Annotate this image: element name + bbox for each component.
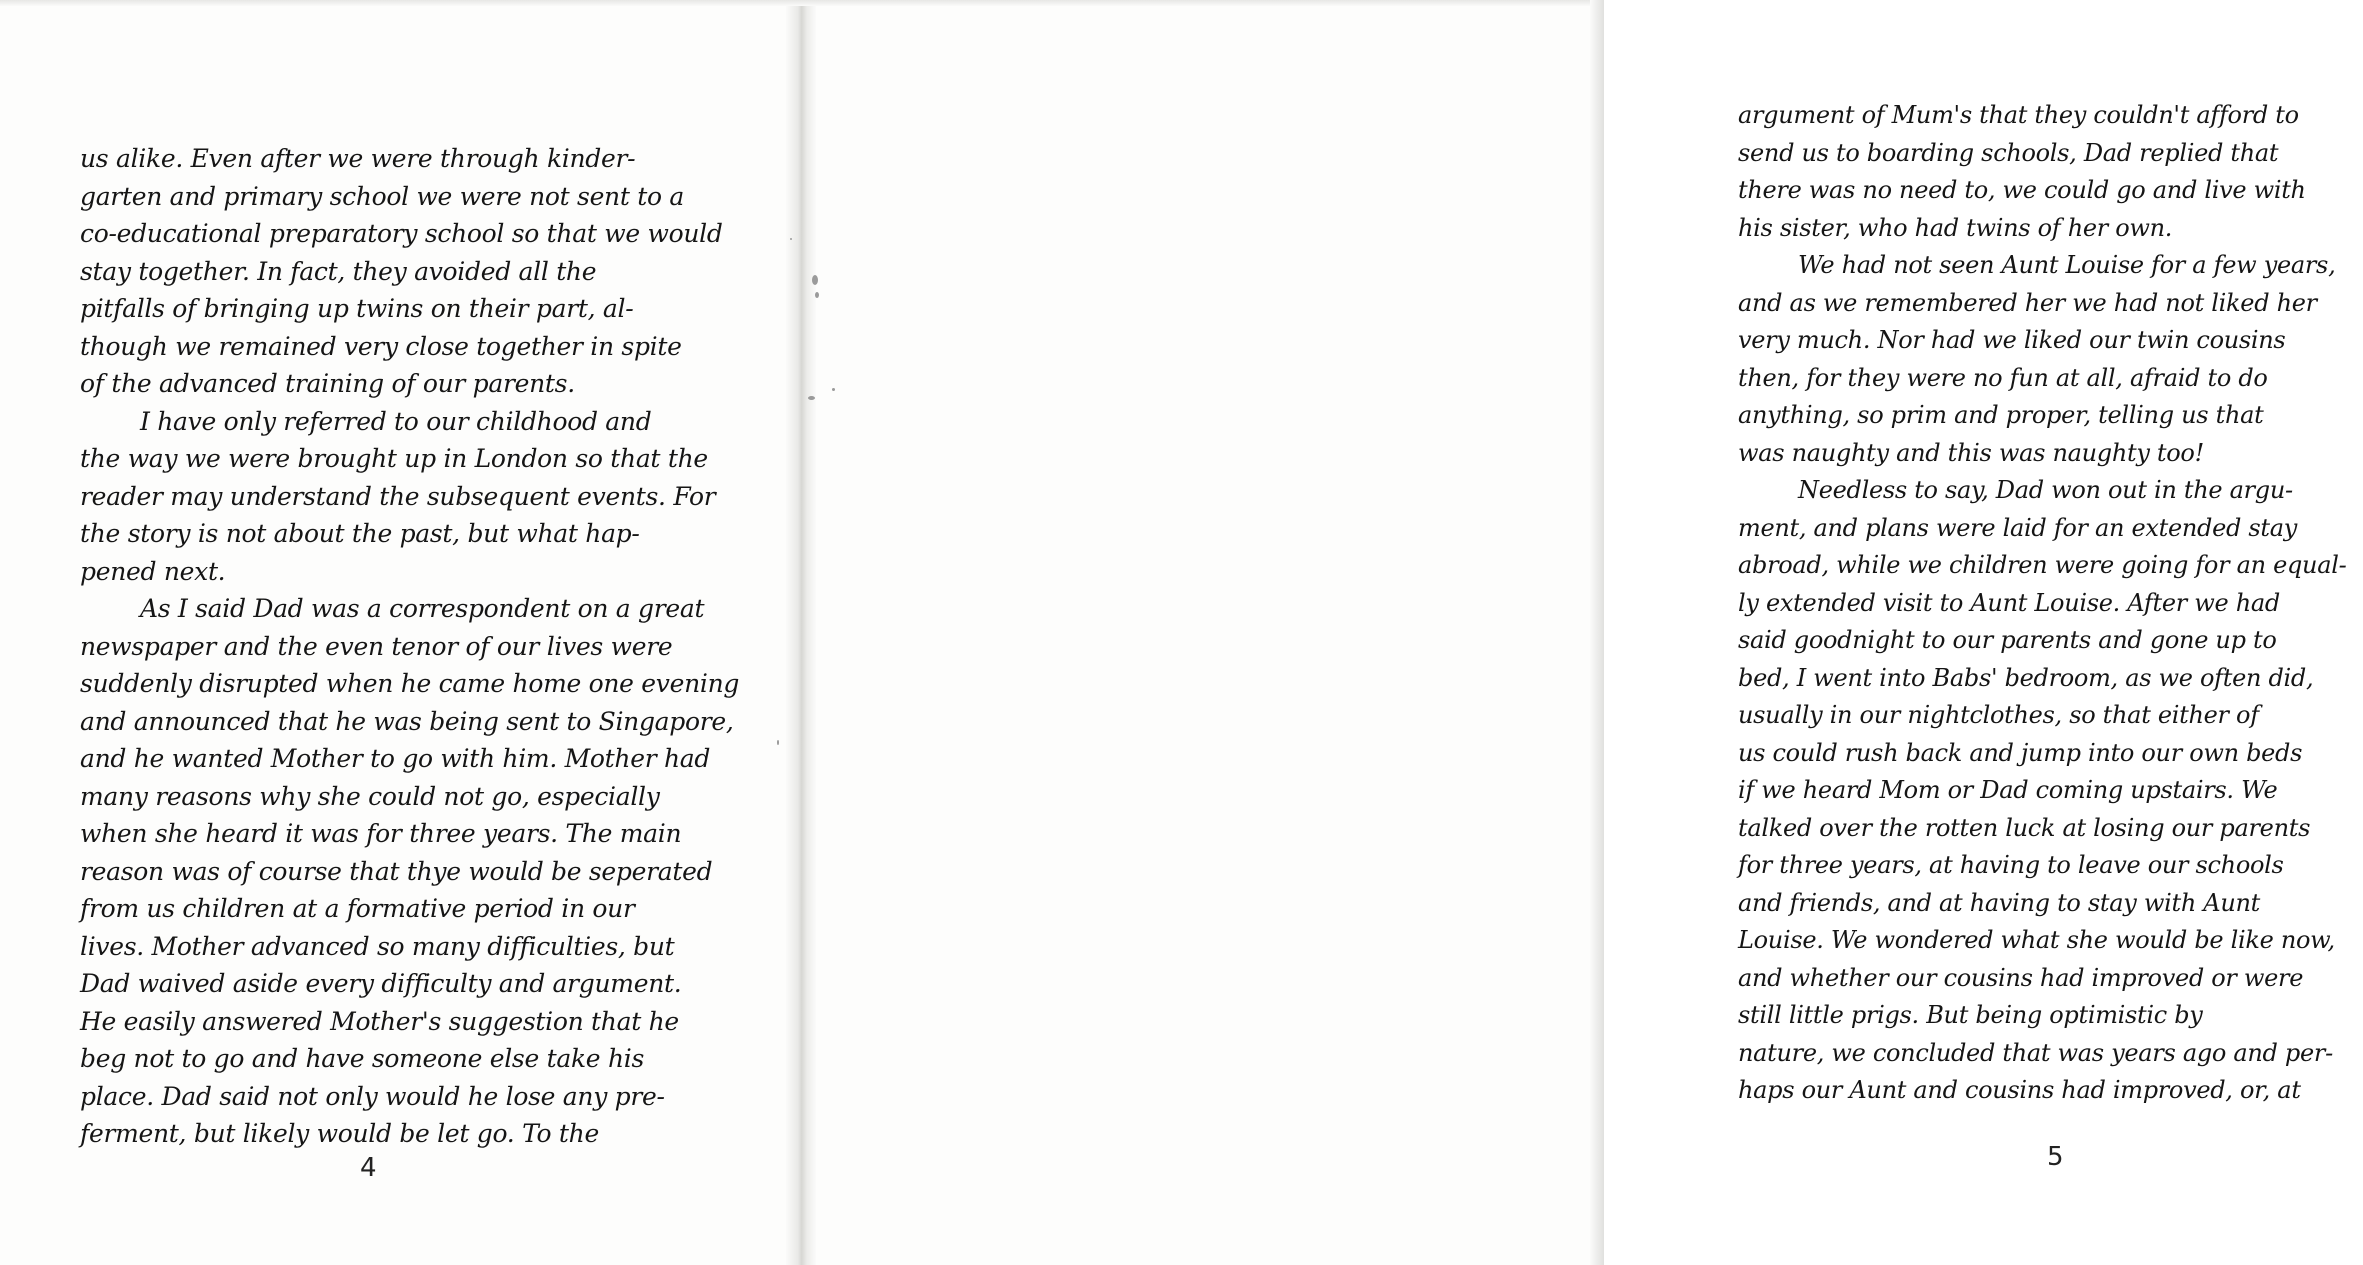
text-line: Louise. We wondered what she would be like now, (1738, 926, 2335, 954)
scan-speck (812, 275, 818, 285)
text-line: and he wanted Mother to go with him. Mother had (80, 744, 711, 773)
book-gutter (786, 0, 816, 1265)
text-line: co-educational preparatory school so that we would (80, 219, 723, 248)
text-line: stay together. In fact, they avoided all the (80, 256, 597, 286)
text-line: He easily answered Mother's suggestion that he (80, 1006, 679, 1036)
text-line: still little prigs. But being optimistic by (1738, 1001, 2203, 1029)
text-line: lives. Mother advanced so many difficulties, but (80, 931, 675, 961)
right-page (800, 0, 2347, 1265)
text-line: for three years, at having to leave our schools (1738, 851, 2284, 879)
left-page-number: 4 (360, 1153, 377, 1183)
text-line: nature, we concluded that was years ago and per- (1738, 1038, 2333, 1067)
text-line: and announced that he was being sent to Singapore, (80, 706, 734, 736)
text-line: Dad waived aside every difficulty and argument. (80, 969, 682, 998)
text-line: when she heard it was for three years. The main (80, 819, 682, 848)
text-line: pened next. (80, 556, 226, 586)
scan-speck (815, 292, 819, 298)
text-line: ly extended visit to Aunt Louise. After we had (1738, 588, 2280, 617)
text-line: place. Dad said not only would he lose any pre- (80, 1081, 665, 1111)
right-page-text (1738, 97, 2363, 1110)
text-line: very much. Nor had we liked our twin cousins (1738, 326, 2286, 354)
right-page-number: 5 (2047, 1142, 2064, 1172)
left-page (0, 0, 800, 1265)
scan-speck (808, 396, 815, 400)
text-line: pitfalls of bringing up twins on their part, al- (80, 294, 634, 323)
text-line: usually in our nightclothes, so that either of (1738, 701, 2259, 729)
text-line: reader may understand the subsequent events. For (80, 481, 716, 511)
text-line: anything, so prim and proper, telling us that (1738, 401, 2264, 429)
text-line: send us to boarding schools, Dad replied that (1738, 138, 2279, 167)
text-line: bed, I went into Babs' bedroom, as we often did, (1738, 663, 2314, 692)
text-line: if we heard Mom or Dad coming upstairs. We (1738, 776, 2278, 804)
text-line: newspaper and the even tenor of our lives were (80, 631, 673, 661)
text-line: As I said Dad was a correspondent on a great (140, 594, 705, 623)
text-line: his sister, who had twins of her own. (1738, 213, 2173, 242)
scan-speck (832, 388, 835, 391)
text-line: abroad, while we children were going for an equal- (1738, 551, 2347, 579)
text-line: us could rush back and jump into our own beds (1738, 738, 2303, 767)
text-line: said goodnight to our parents and gone up to (1738, 626, 2277, 654)
text-line: the way we were brought up in London so that the (80, 444, 708, 473)
text-line: argument of Mum's that they couldn't afford to (1738, 101, 2299, 129)
page-top-edge (0, 0, 1604, 6)
text-line: suddenly disrupted when he came home one evening (80, 669, 740, 698)
text-line: and friends, and at having to stay with Aunt (1738, 888, 2260, 917)
text-line: haps our Aunt and cousins had improved, or, at (1738, 1076, 2301, 1104)
text-line: and as we remembered her we had not liked her (1738, 288, 2317, 317)
text-line: I have only referred to our childhood and (140, 406, 652, 436)
left-page-text (80, 140, 740, 1153)
text-line: then, for they were no fun at all, afraid to do (1738, 363, 2268, 392)
text-line: talked over the rotten luck at losing our parents (1738, 813, 2311, 842)
text-line: though we remained very close together in spite (80, 331, 682, 361)
text-line: We had not seen Aunt Louise for a few years, (1798, 251, 2336, 279)
text-line: Needless to say, Dad won out in the argu- (1798, 476, 2293, 504)
text-line: ment, and plans were laid for an extended stay (1738, 513, 2297, 542)
text-line: us alike. Even after we were through kinder- (80, 144, 636, 173)
text-line: the story is not about the past, but what hap- (80, 519, 640, 548)
text-line: beg not to go and have someone else take his (80, 1044, 644, 1073)
text-line: of the advanced training of our parents. (80, 369, 575, 398)
text-line: reason was of course that thye would be seperated (80, 856, 713, 886)
text-line: from us children at a formative period in our (80, 894, 635, 923)
page-right-edge (1590, 0, 1604, 1265)
text-line: and whether our cousins had improved or were (1738, 963, 2304, 992)
scan-speck (777, 740, 779, 745)
text-line: garten and primary school we were not sent to a (80, 181, 685, 211)
scan-speck (790, 238, 792, 240)
text-line: ferment, but likely would be let go. To the (80, 1119, 599, 1148)
text-line: many reasons why she could not go, especially (80, 781, 660, 811)
text-line: was naughty and this was naughty too! (1738, 438, 2204, 467)
text-line: there was no need to, we could go and live with (1738, 176, 2306, 204)
